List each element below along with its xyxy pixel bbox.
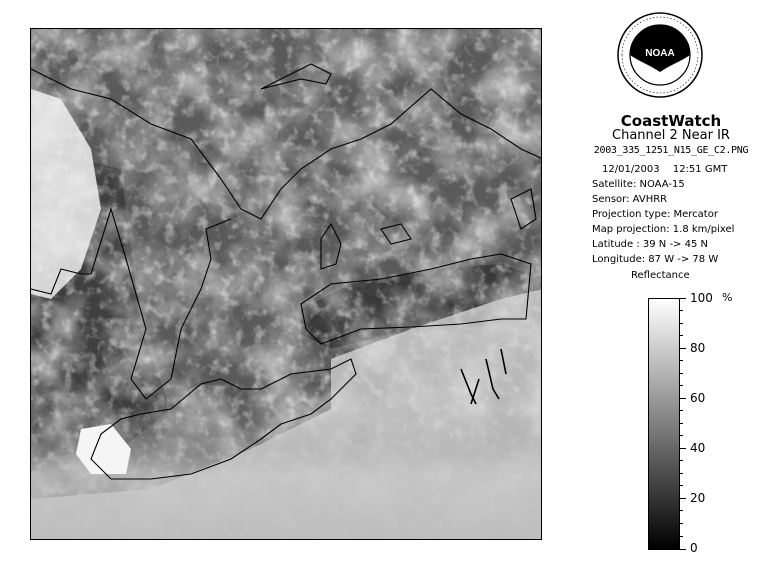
minor-tick — [680, 473, 683, 474]
metadata-block — [592, 162, 734, 267]
tick-20 — [680, 498, 686, 499]
latitude-line: Latitude : 39 N -> 45 N — [592, 239, 708, 250]
minor-tick — [680, 510, 683, 511]
minor-tick — [680, 460, 683, 461]
minor-tick — [680, 523, 683, 524]
tick-100 — [680, 298, 686, 299]
minor-tick — [680, 485, 683, 486]
tick-40 — [680, 448, 686, 449]
projection-type-line: Projection type: Mercator — [592, 209, 718, 220]
reflectance-colorbar — [648, 298, 680, 550]
minor-tick — [680, 536, 683, 537]
noaa-logo-text: NOAA — [645, 48, 675, 59]
satellite-line: Satellite: NOAA-15 — [592, 179, 685, 190]
minor-tick — [680, 423, 683, 424]
noaa-logo — [617, 12, 703, 98]
minor-tick — [680, 323, 683, 324]
tick-label-20: 20 — [690, 491, 706, 505]
minor-tick — [680, 373, 683, 374]
tick-0 — [680, 549, 686, 550]
tick-label-100: 100 — [690, 291, 713, 305]
legend-unit: % — [722, 291, 733, 304]
minor-tick — [680, 335, 683, 336]
tick-60 — [680, 398, 686, 399]
tick-label-60: 60 — [690, 391, 706, 405]
sensor-line: Sensor: AVHRR — [592, 194, 668, 205]
minor-tick — [680, 385, 683, 386]
image-date: 12/01/2003 — [602, 164, 660, 175]
channel-subtitle: Channel 2 Near IR — [612, 128, 730, 143]
tick-label-40: 40 — [690, 441, 706, 455]
tick-80 — [680, 348, 686, 349]
minor-tick — [680, 435, 683, 436]
tick-label-0: 0 — [690, 541, 698, 555]
image-filename: 2003_335_1251_N15_GE_C2.PNG — [593, 145, 749, 156]
longitude-line: Longitude: 87 W -> 78 W — [592, 254, 719, 265]
product-title: CoastWatch — [620, 112, 722, 130]
datetime-line — [602, 162, 734, 177]
minor-tick — [680, 310, 683, 311]
satellite-image — [30, 28, 542, 540]
legend-title: Reflectance — [631, 270, 690, 281]
tick-label-80: 80 — [690, 341, 706, 355]
image-time: 12:51 GMT — [672, 164, 728, 175]
satellite-image-svg — [31, 29, 542, 540]
minor-tick — [680, 410, 683, 411]
minor-tick — [680, 360, 683, 361]
map-projection-line: Map projection: 1.8 km/pixel — [592, 224, 735, 235]
